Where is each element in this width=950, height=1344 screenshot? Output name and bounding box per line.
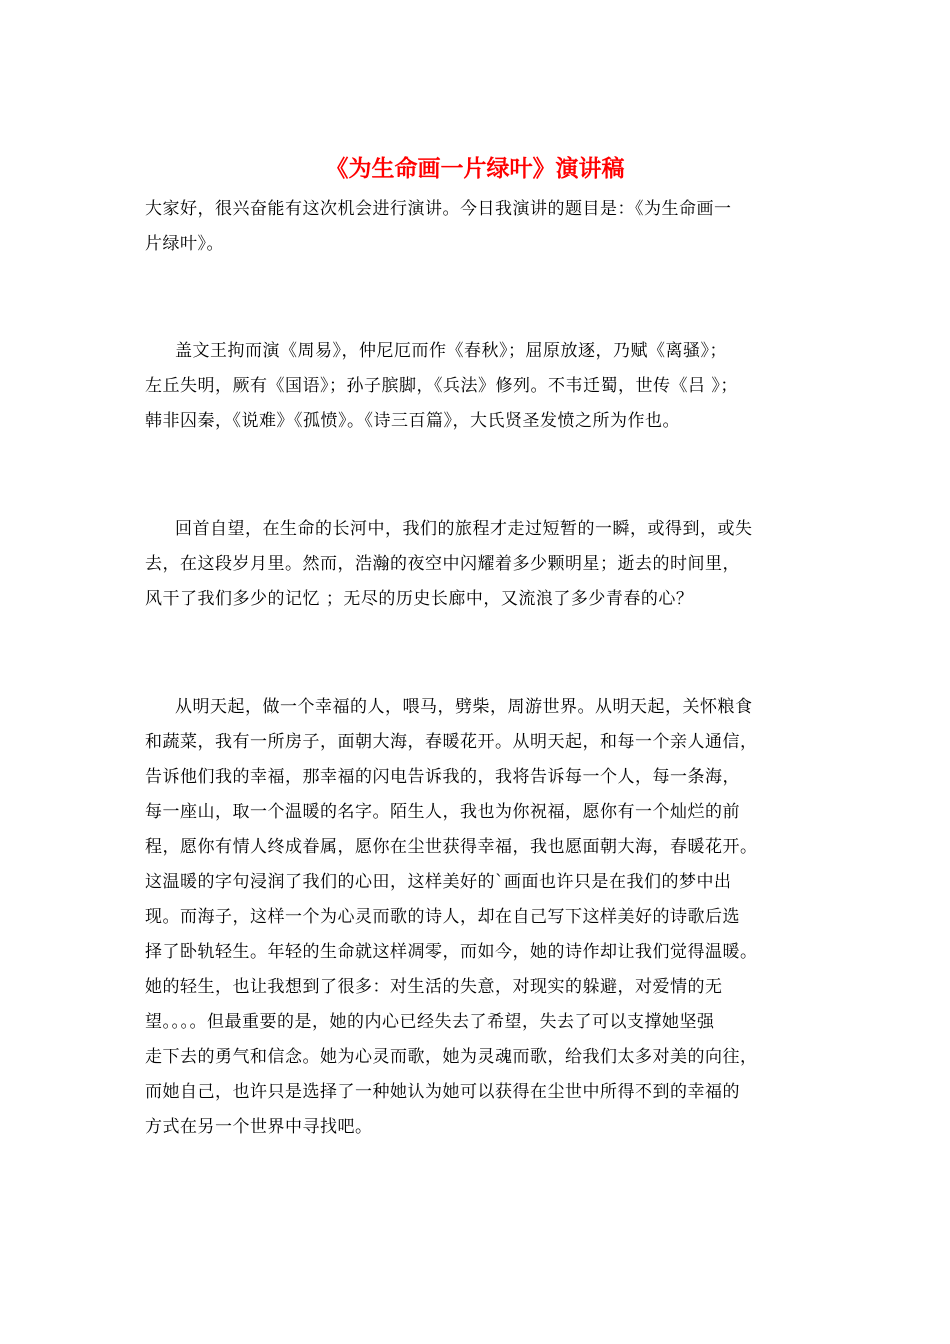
- paragraph-line: 告诉他们我的幸福，那幸福的闪电告诉我的，我将告诉每一个人，每一条海，: [145, 767, 740, 787]
- paragraph-line: 这温暖的字句浸润了我们的心田，这样美好的`画面也许只是在我们的梦中出: [145, 872, 732, 892]
- paragraph-line: 现。而海子，这样一个为心灵而歌的诗人，却在自己写下这样美好的诗歌后选: [145, 907, 740, 927]
- paragraph-line: 而她自己，也许只是选择了一种她认为她可以获得在尘世中所得不到的幸福的: [145, 1082, 740, 1102]
- paragraph-line: 择了卧轨轻生。年轻的生命就这样凋零，而如今，她的诗作却让我们觉得温暖。: [145, 942, 758, 962]
- paragraph-line: 片绿叶》。: [145, 234, 224, 254]
- paragraph-reflection: [145, 512, 815, 617]
- paragraph-line: 走下去的勇气和信念。她为心灵而歌，她为灵魂而歌，给我们太多对美的向往，: [145, 1047, 758, 1067]
- paragraph-classics: [145, 334, 815, 439]
- paragraph-line: 和蔬菜，我有一所房子，面朝大海，春暖花开。从明天起，和每一个亲人通信，: [145, 732, 758, 752]
- paragraph-line: 去，在这段岁月里。然而，浩瀚的夜空中闪耀着多少颗明星；逝去的时间里，: [145, 554, 740, 574]
- paragraph-intro: [145, 192, 815, 262]
- paragraph-line: 望。。。。但最重要的是，她的内心已经失去了希望，失去了可以支撑她坚强: [145, 1012, 715, 1032]
- paragraph-line: 程，愿你有情人终成眷属，愿你在尘世获得幸福，我也愿面朝大海，春暖花开。: [145, 837, 758, 857]
- paragraph-line: 大家好，很兴奋能有这次机会进行演讲。今日我演讲的题目是：《为生命画一: [145, 199, 732, 219]
- paragraph-line: 回首自望，在生命的长河中，我们的旅程才走过短暂的一瞬，或得到，或失: [175, 519, 753, 539]
- paragraph-line: 左丘失明，厥有《国语》；孙子膑脚，《兵法》修列。不韦迁蜀，世传《吕 》；: [145, 376, 738, 396]
- paragraph-line: 方式在另一个世界中寻找吧。: [145, 1117, 373, 1137]
- paragraph-line: 每一座山，取一个温暖的名字。陌生人，我也为你祝福，愿你有一个灿烂的前: [145, 802, 740, 822]
- paragraph-line: 韩非囚秦，《说难》《孤愤》。《诗三百篇》，大氏贤圣发愤之所为作也。: [145, 411, 680, 431]
- document-title: 《为生命画一片绿叶》演讲稿: [325, 155, 625, 182]
- paragraph-haizi: [145, 690, 815, 1145]
- paragraph-line: 风干了我们多少的记忆 ；无尽的历史长廊中，又流浪了多少青春的心？: [145, 589, 694, 609]
- paragraph-line: 盖文王拘而演《周易》，仲尼厄而作《春秋》；屈原放逐，乃赋《离骚》；: [175, 341, 727, 361]
- paragraph-line: 她的轻生，也让我想到了很多：对生活的失意，对现实的躲避，对爱情的无: [145, 977, 723, 997]
- paragraph-line: 从明天起，做一个幸福的人，喂马，劈柴，周游世界。从明天起，关怀粮食: [175, 697, 753, 717]
